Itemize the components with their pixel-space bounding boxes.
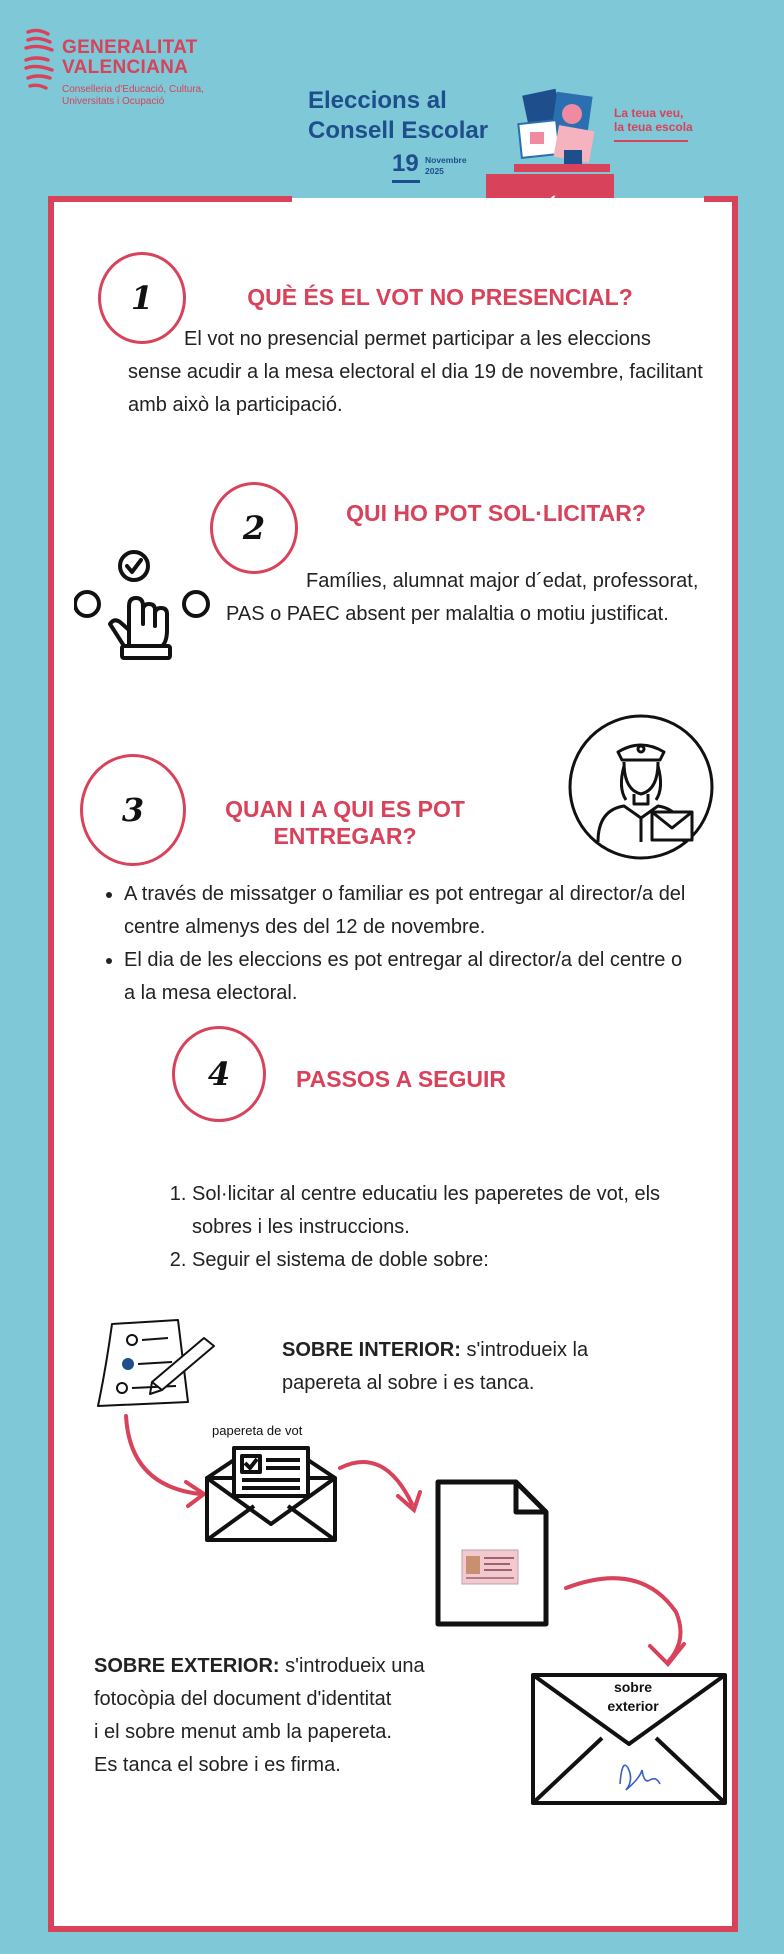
- outer-envelope-label: [588, 1678, 678, 1716]
- outer-envelope-line-1: [94, 1650, 514, 1683]
- section-3-title-line1: QUAN I A QUI ES POT: [225, 796, 465, 822]
- title-line1: Eleccions al: [308, 87, 447, 114]
- section-4-number: 4: [172, 1026, 266, 1122]
- section-3-bullet-2: • El dia de les eleccions es pot entregar al director/a del centre o a la mesa electoral.: [124, 944, 698, 1010]
- brand-sub2: Universitats i Ocupació: [62, 96, 165, 107]
- section-2-text-content: Famílies, alumnat major d´edat, professorat, PAS o PAEC absent per malaltia o motiu justificat.: [226, 570, 699, 625]
- brand-line1: GENERALITAT: [62, 37, 198, 58]
- section-3-bullet-1: • A través de missatger o familiar es pot entregar al director/a del centre almenys des del 12 de novembre.: [124, 878, 698, 944]
- date-month: Novembre: [425, 155, 467, 165]
- section-1-number: 1: [98, 252, 186, 344]
- outer-envelope-text-1: s'introdueix una: [279, 1655, 425, 1677]
- id-document-icon: [432, 1476, 552, 1630]
- title-line2: Consell Escolar: [308, 117, 489, 144]
- date-year: 2025: [425, 166, 444, 176]
- inner-envelope-bold: SOBRE INTERIOR:: [282, 1339, 461, 1361]
- section-2-title: QUI HO POT SOL·LICITAR?: [346, 500, 646, 526]
- brand-sub1: Conselleria d'Educació, Cultura,: [62, 84, 204, 95]
- section-3-number: 3: [80, 754, 186, 866]
- inner-envelope-desc: s'introdueix la papereta al sobre i es tanca.: [282, 1339, 589, 1394]
- section-4-step-1: 1. Sol·licitar al centre educatiu les paperetes de vot, els sobres i les instruccions.: [192, 1178, 688, 1244]
- outer-envelope-bold: SOBRE EXTERIOR:: [94, 1655, 280, 1677]
- slogan-line1: La teua veu,: [614, 106, 684, 120]
- outer-envelope-text-2: fotocòpia del document d'identitat: [94, 1688, 392, 1710]
- envelope-icon: [204, 1444, 338, 1544]
- outer-envelope-text: [94, 1650, 514, 1782]
- section-1-text-content: El vot no presencial permet participar a les eleccions sense acudir a la mesa electoral el dia 19 de novembre, facilitant amb això la participació.: [128, 328, 703, 416]
- slogan-line2: la teua escola: [614, 120, 693, 134]
- ballot-label: papereta de vot: [212, 1423, 303, 1438]
- section-3-title-line2: ENTREGAR?: [273, 823, 417, 849]
- date-day: 19: [392, 150, 419, 177]
- brand-line2: VALENCIANA: [62, 57, 189, 78]
- section-2-number: 2: [210, 482, 298, 574]
- section-4-title: PASSOS A SEGUIR: [295, 1066, 507, 1092]
- section-1-title: QUÈ ÉS EL VOT NO PRESENCIAL?: [247, 284, 633, 310]
- envelope-label-line1: sobre: [613, 1679, 653, 1695]
- envelope-label-line2: exterior: [607, 1698, 659, 1714]
- outer-envelope-text-3: i el sobre menut amb la papereta.: [94, 1721, 392, 1743]
- section-4-step-2: 2. Seguir el sistema de doble sobre:: [192, 1244, 688, 1277]
- outer-envelope-text-4: Es tanca el sobre i es firma.: [94, 1754, 341, 1776]
